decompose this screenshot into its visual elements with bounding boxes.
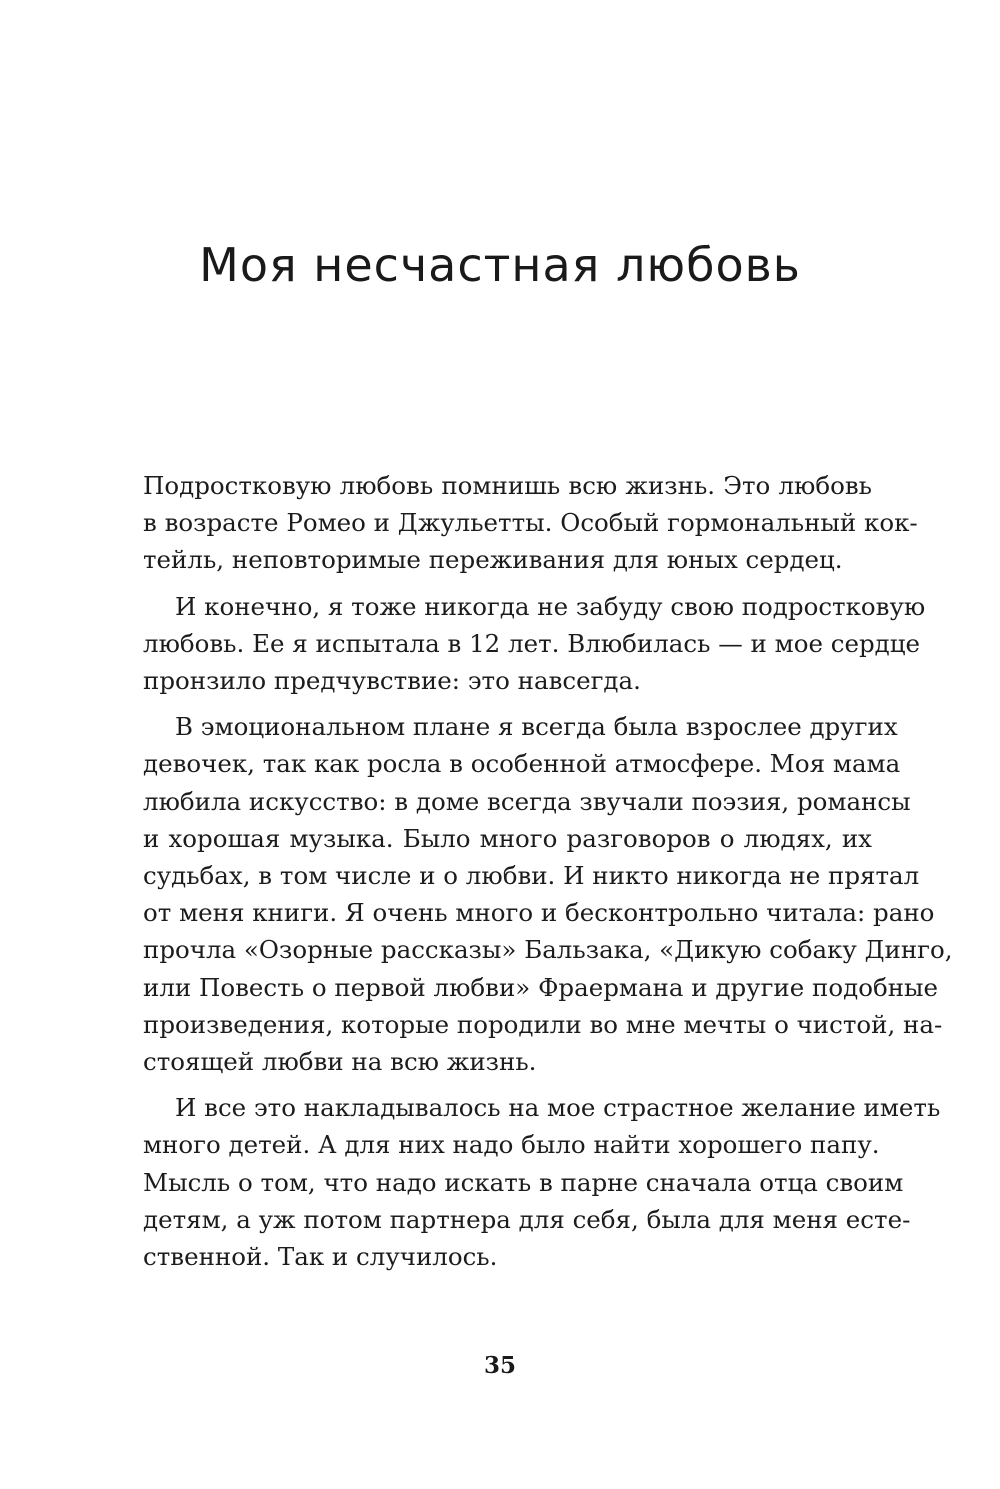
text-line: в возрасте Ромео и Джульетты. Особый гормональный кок-: [143, 508, 918, 538]
chapter-title: Моя несчастная любовь: [199, 238, 801, 292]
text-line: судьбах, в том числе и о любви. И никто никогда не прятал: [143, 861, 920, 891]
text-line: много детей. А для них надо было найти хорошего папу.: [143, 1130, 880, 1160]
text-line: любила искусство: в доме всегда звучали поэзия, романсы: [143, 786, 911, 816]
paragraph-3: [143, 708, 953, 1080]
text-line: И конечно, я тоже никогда не забуду свою подростковую: [175, 591, 926, 621]
text-line: произведения, которые породили во мне мечты о чистой, на-: [143, 1009, 943, 1039]
text-line: И все это накладывалось на мое страстное желание иметь: [175, 1093, 941, 1123]
text-line: любовь. Ее я испытала в 12 лет. Влюбилась — и мое сердце: [143, 628, 920, 658]
paragraph-1: [143, 467, 918, 579]
body-text: [143, 467, 953, 1284]
text-line: ственной. Так и случилось.: [143, 1242, 498, 1272]
text-line: от меня книги. Я очень много и бесконтрольно читала: рано: [143, 898, 935, 928]
text-line: прочла «Озорные рассказы» Бальзака, «Дикую собаку Динго,: [143, 935, 953, 965]
text-line: Мысль о том, что надо искать в парне сначала отца своим: [143, 1167, 904, 1197]
text-line: девочек, так как росла в особенной атмосфере. Моя мама: [143, 749, 901, 779]
text-line: Подростковую любовь помнишь всю жизнь. Это любовь: [143, 471, 872, 500]
text-line: или Повесть о первой любви» Фраермана и другие подобные: [143, 972, 939, 1002]
text-line: пронзило предчувствие: это навсегда.: [143, 666, 641, 696]
text-line: тейль, неповторимые переживания для юных сердец.: [143, 545, 843, 575]
text-line: стоящей любви на всю жизнь.: [143, 1047, 537, 1077]
paragraph-4: [143, 1089, 941, 1275]
paragraph-2: [143, 588, 926, 700]
text-line: детям, а уж потом партнера для себя, была для меня есте-: [143, 1204, 911, 1234]
text-line: В эмоциональном плане я всегда была взрослее других: [175, 712, 898, 742]
text-line: и хорошая музыка. Было много разговоров о людях, их: [143, 823, 872, 853]
page-number: 35: [483, 1352, 516, 1379]
